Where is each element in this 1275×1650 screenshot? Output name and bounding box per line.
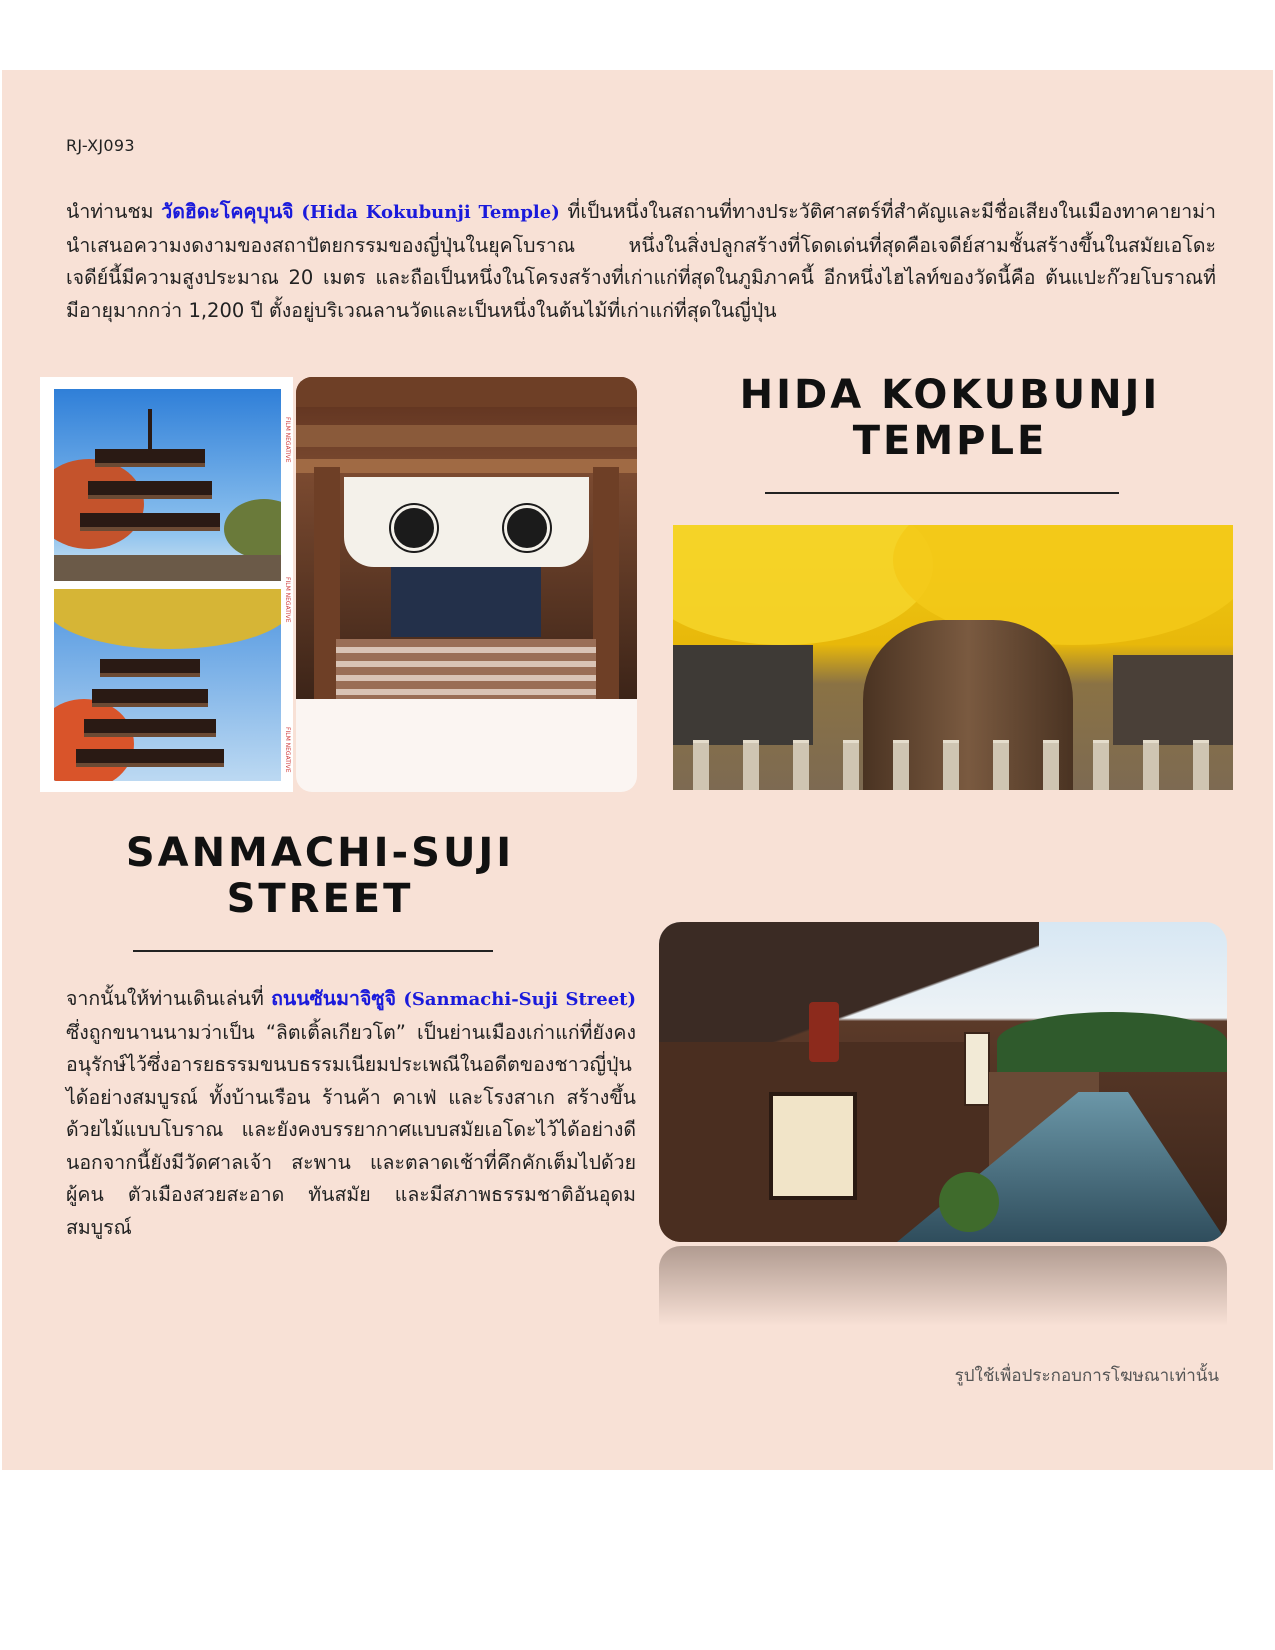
street-photo-reflection bbox=[659, 1246, 1227, 1326]
street-text-rest: ซึ่งถูกขนานนามว่าเป็น “ลิตเติ้ลเกียวโต” เป็นย่านเมืองเก่าแก่ที่ยังคงอนุรักษ์ไว้ซึ่งอารยธรรมขนบธรรมเนียมประเพณีในอดีตของชาวญี่ปุ่นได้อย่างสมบูรณ์ ทั้งบ้านเรือน ร้านค้า คาเฟ่ และโรงสาเก สร้างขึ้นด้วยไม้แบบโบราณ และยังคงบรรยากาศแบบสมัยเอโดะไว้ได้อย่างดี นอกจากนี้ยังมีวัดศาลเจ้า สะพาน และตลาดเช้าที่คึกคักเต็มไปด้วยผู้คน ตัวเมืองสวยสะอาด ทันสมัย และมีสภาพธรรมชาติอันอุดมสมบูรณ์ bbox=[66, 1020, 636, 1239]
street-paragraph bbox=[66, 983, 636, 1244]
pagoda-photo-1 bbox=[54, 389, 281, 581]
temple-name-thai: วัดฮิดะโคคุบุนจิ bbox=[161, 200, 294, 223]
temple-heading bbox=[690, 372, 1210, 464]
temple-heading-line2: TEMPLE bbox=[852, 418, 1048, 464]
street-heading-line2: STREET bbox=[226, 876, 414, 922]
advertising-disclaimer: รูปใช้เพื่อประกอบการโฆษณาเท่านั้น bbox=[954, 1366, 1219, 1386]
sanmachi-street-photo bbox=[659, 922, 1227, 1242]
pagoda-photo-2 bbox=[54, 589, 281, 781]
street-text-start: จากนั้นให้ท่านเดินเล่นที่ bbox=[66, 987, 272, 1010]
pagoda-film-strip-photo: FILM NEGATIVE FILM NEGATIVE FILM NEGATIVE bbox=[40, 377, 293, 792]
intro-paragraph bbox=[66, 196, 1216, 327]
tour-code: RJ-XJ093 bbox=[66, 136, 135, 155]
temple-name-english: (Hida Kokubunji Temple) bbox=[301, 202, 560, 223]
temple-gate-photo bbox=[296, 377, 637, 792]
street-name-thai: ถนนซันมาจิซูจิ bbox=[271, 987, 397, 1010]
ginkgo-tree-photo bbox=[673, 525, 1233, 790]
street-name-english: (Sanmachi-Suji Street) bbox=[403, 989, 636, 1010]
street-heading bbox=[60, 830, 580, 922]
temple-heading-line1: HIDA KOKUBUNJI bbox=[739, 372, 1161, 418]
street-heading-line1: SANMACHI-SUJI bbox=[125, 830, 515, 876]
street-heading-divider bbox=[133, 950, 493, 952]
intro-text-rest: ที่เป็นหนึ่งในสถานที่ทางประวัติศาสตร์ที่สำคัญและมีชื่อเสียงในเมืองทาคายาม่า นำเสนอความงดงามของสถาปัตยกรรมของญี่ปุ่นในยุคโบราณ หนึ่งในสิ่งปลูกสร้างที่โดดเด่นที่สุดคือเจดีย์สามชั้นสร้างขึ้นในสมัยเอโดะ เจดีย์นี้มีความสูงประมาณ 20 เมตร และถือเป็นหนึ่งในโครงสร้างที่เก่าแก่ที่สุดในภูมิภาคนี้ อีกหนึ่งไฮไลท์ของวัดนี้คือ ต้นแปะก๊วยโบราณที่มีอายุมากกว่า 1,200 ปี ตั้งอยู่บริเวณลานวัดและเป็นหนึ่งในต้นไม้ที่เก่าแก่ที่สุดในญี่ปุ่น bbox=[66, 200, 1216, 322]
temple-heading-divider bbox=[765, 492, 1119, 494]
intro-text-start: นำท่านชม bbox=[66, 200, 162, 223]
